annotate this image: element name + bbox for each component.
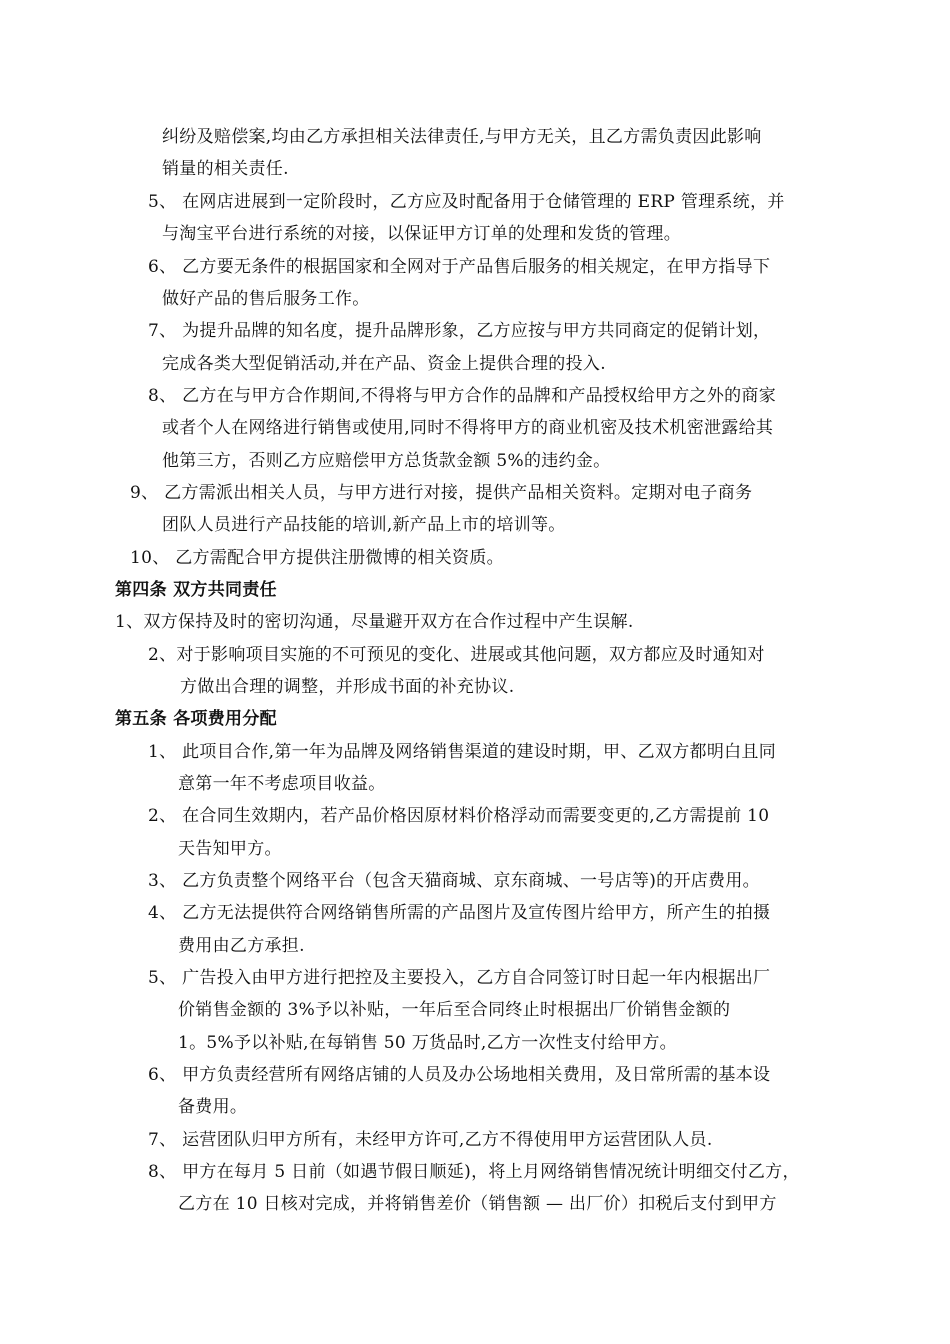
fee-2-line-1: 2、 在合同生效期内，若产品价格因原材料价格浮动而需要变更的,乙方需提前 10 — [148, 806, 770, 826]
section-5-heading: 第五条 各项费用分配 — [115, 709, 277, 729]
clause-8-line-3: 他第三方，否则乙方应赔偿甲方总货款金额 5%的违约金。 — [162, 451, 611, 471]
clause-8-line-1: 8、 乙方在与甲方合作期间,不得将与甲方合作的品牌和产品授权给甲方之外的商家 — [148, 386, 777, 406]
fee-1-line-2: 意第一年不考虑项目收益。 — [178, 774, 386, 794]
clause-6-line-1: 6、 乙方要无条件的根据国家和全网对于产品售后服务的相关规定，在甲方指导下 — [148, 257, 771, 277]
fee-6-line-1: 6、 甲方负责经营所有网络店铺的人员及办公场地相关费用，及日常所需的基本设 — [148, 1065, 771, 1085]
clause-9-line-1: 9、 乙方需派出相关人员，与甲方进行对接，提供产品相关资料。定期对电子商务 — [130, 483, 753, 503]
section-4-item-2-line-2: 方做出合理的调整，并形成书面的补充协议. — [180, 677, 515, 697]
fee-5-line-3: 1。5%予以补贴,在每销售 50 万货品时,乙方一次性支付给甲方。 — [178, 1033, 677, 1053]
fee-2-line-2: 天告知甲方。 — [178, 839, 282, 859]
fee-5-line-2: 价销售金额的 3%予以补贴，一年后至合同终止时根据出厂价销售金额的 — [178, 1000, 731, 1020]
fee-8-line-2: 乙方在 10 日核对完成，并将销售差价（销售额 — 出厂价）扣税后支付到甲方 — [178, 1194, 777, 1214]
fee-4-line-2: 费用由乙方承担. — [178, 936, 305, 956]
text-line-2: 销量的相关责任. — [162, 159, 289, 179]
fee-7-line-1: 7、 运营团队归甲方所有，未经甲方许可,乙方不得使用甲方运营团队人员. — [148, 1130, 713, 1150]
clause-7-line-1: 7、 为提升品牌的知名度，提升品牌形象，乙方应按与甲方共同商定的促销计划， — [148, 321, 771, 341]
clause-5-line-2: 与淘宝平台进行系统的对接，以保证甲方订单的处理和发货的管理。 — [162, 224, 681, 244]
clause-5-line-1: 5、 在网店进展到一定阶段时，乙方应及时配备用于仓储管理的 ERP 管理系统，并 — [148, 192, 785, 212]
fee-1-line-1: 1、 此项目合作,第一年为品牌及网络销售渠道的建设时期，甲、乙双方都明白且同 — [148, 742, 777, 762]
section-4-heading: 第四条 双方共同责任 — [115, 580, 277, 600]
clause-8-line-2: 或者个人在网络进行销售或使用,同时不得将甲方的商业机密及技术机密泄露给其 — [162, 418, 774, 438]
text-line-1: 纠纷及赔偿案,均由乙方承担相关法律责任,与甲方无关，且乙方需负责因此影响 — [162, 127, 762, 147]
fee-4-line-1: 4、 乙方无法提供符合网络销售所需的产品图片及宣传图片给甲方，所产生的拍摄 — [148, 903, 771, 923]
section-4-item-2-line-1: 2、对于影响项目实施的不可预见的变化、进展或其他问题，双方都应及时通知对 — [148, 645, 765, 665]
fee-3-line-1: 3、 乙方负责整个网络平台（包含天猫商城、京东商城、一号店等)的开店费用。 — [148, 871, 760, 891]
clause-7-line-2: 完成各类大型促销活动,并在产品、资金上提供合理的投入. — [162, 354, 606, 374]
clause-6-line-2: 做好产品的售后服务工作。 — [162, 289, 370, 309]
clause-10-line-1: 10、 乙方需配合甲方提供注册微博的相关资质。 — [130, 548, 504, 568]
section-4-item-1: 1、双方保持及时的密切沟通，尽量避开双方在合作过程中产生误解. — [115, 612, 634, 632]
fee-5-line-1: 5、 广告投入由甲方进行把控及主要投入，乙方自合同签订时日起一年内根据出厂 — [148, 968, 771, 988]
clause-9-line-2: 团队人员进行产品技能的培训,新产品上市的培训等。 — [162, 515, 566, 535]
fee-8-line-1: 8、 甲方在每月 5 日前（如遇节假日顺延)，将上月网络销售情况统计明细交付乙方， — [148, 1162, 800, 1182]
fee-6-line-2: 备费用。 — [178, 1097, 248, 1117]
